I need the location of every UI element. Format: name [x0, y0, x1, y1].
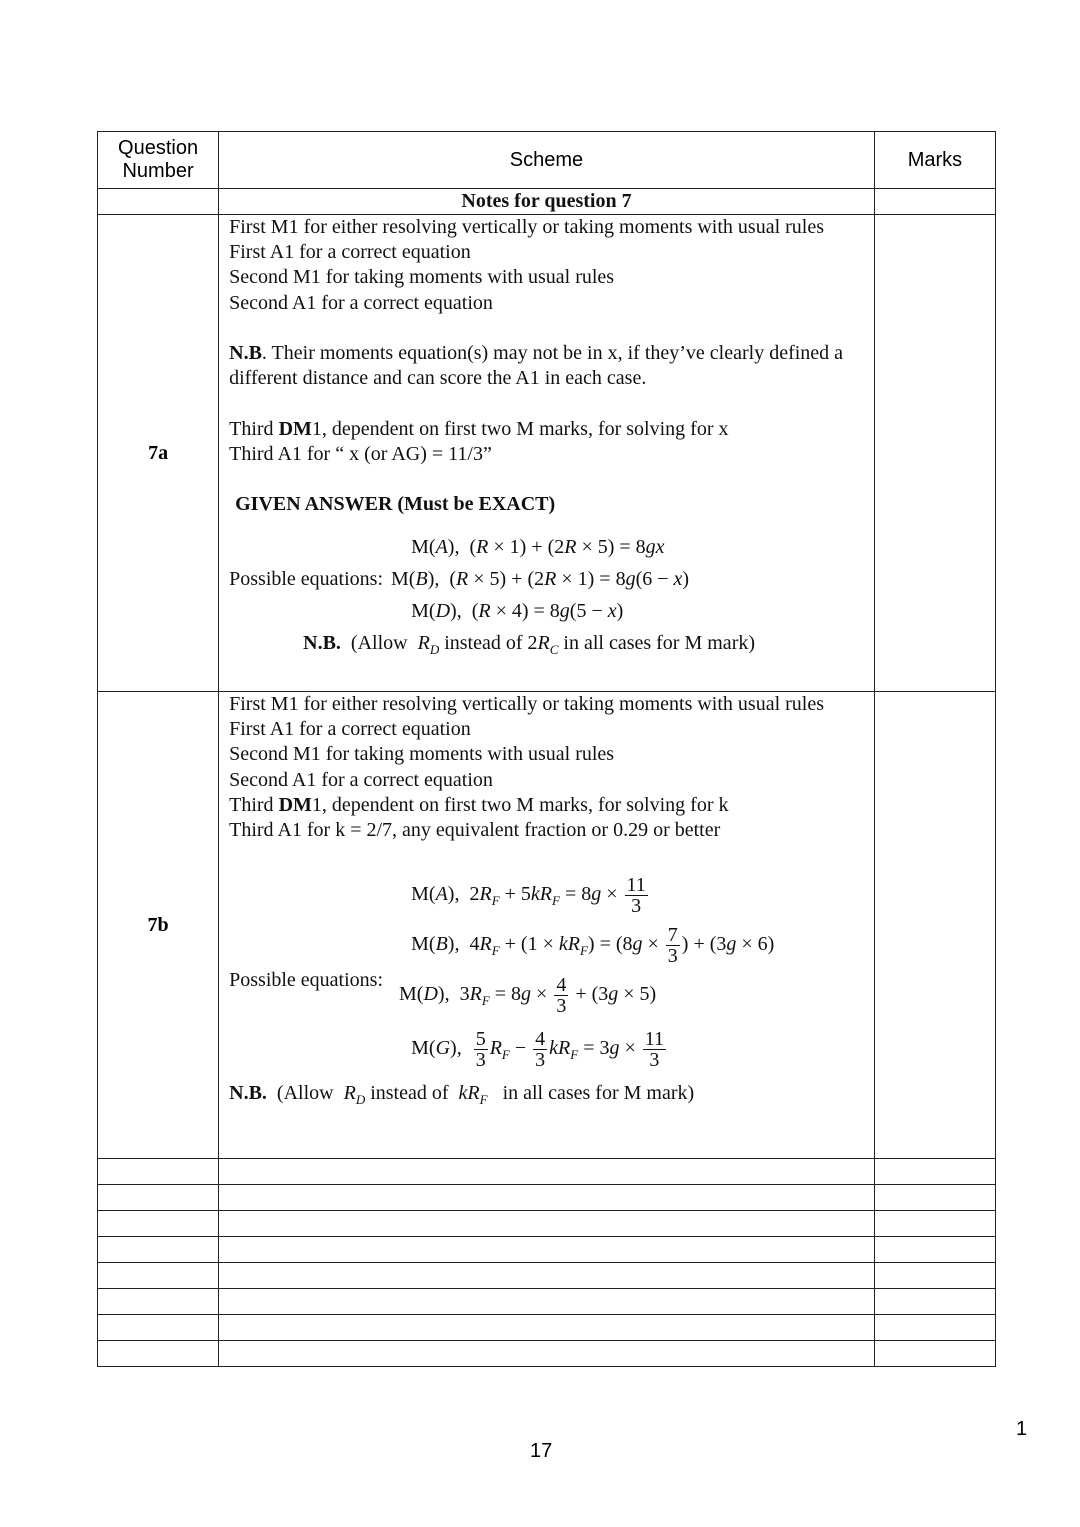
question-7a-row	[98, 215, 996, 692]
nb-note	[229, 341, 874, 391]
corner-number: 1	[1016, 1418, 1028, 1440]
possible-equations-7a	[229, 531, 874, 659]
possible-equations-label: Possible equations:	[229, 969, 384, 992]
note-line: Second A1 for a correct equation	[229, 768, 493, 791]
empty-row	[98, 1185, 996, 1211]
empty-row	[98, 1315, 996, 1341]
empty-row	[98, 1289, 996, 1315]
header-row	[98, 132, 996, 189]
empty-row	[98, 1159, 996, 1185]
scheme-7a	[219, 215, 875, 692]
question-7b-row	[98, 692, 996, 1159]
given-answer: GIVEN ANSWER (Must be EXACT)	[235, 493, 556, 516]
note-line: Second M1 for taking moments with usual rules	[229, 266, 615, 289]
page-number: 17	[530, 1440, 553, 1462]
note-line: First A1 for a correct equation	[229, 241, 471, 264]
note-line: First M1 for either resolving vertically or taking moments with usual rules	[229, 216, 825, 238]
equation: Possible equations: M(B), (R × 5) + (2R × 1) = 8g(6 − x)	[229, 568, 690, 591]
third-a1-line: Third A1 for “ x (or AG) = 11/3”	[229, 442, 492, 465]
equation: M(A), (R × 1) + (2R × 5) = 8gx	[411, 536, 665, 559]
empty-row	[98, 1237, 996, 1263]
equation: Possible equations:M(D), $3R_F = 8g$ × $\frac{4}{3}$ + (3g × 5)	[229, 969, 657, 1018]
note-line: First A1 for a correct equation	[229, 718, 471, 741]
notes-title-row	[98, 189, 996, 215]
third-dm-line: Third DM1, dependent on first two M marks, for solving for k	[229, 793, 729, 816]
note-line: First M1 for either resolving vertically or taking moments with usual rules	[229, 693, 825, 715]
scheme-header: Scheme	[219, 132, 875, 189]
empty-row	[98, 1211, 996, 1237]
marks-header: Marks	[874, 132, 995, 189]
third-a1-line: Third A1 for k = 2/7, any equivalent fraction or 0.29 or better	[229, 819, 721, 842]
notes-title: Notes for question 7	[219, 189, 875, 215]
empty-row	[98, 1263, 996, 1289]
question-label-7a: 7a	[98, 215, 219, 692]
nb-text: . Their moments equation(s) may not be in x, if they’ve clearly defined a different distance and can score the A1 in each case.	[229, 342, 844, 390]
nb-final-7a: N.B. (Allow $R_D$ instead of $2R_C$ in all cases for M mark)	[303, 632, 756, 658]
scheme-7b	[219, 692, 875, 1159]
possible-equations-7b	[229, 869, 874, 1109]
equation: M(D), (R × 4) = 8g(5 − x)	[411, 600, 624, 623]
equation: M(A), $2R_F + 5kR_F = 8g$ × $\frac{11}{3}$	[411, 874, 646, 918]
note-line: Second M1 for taking moments with usual rules	[229, 743, 615, 766]
question-label-7b: 7b	[98, 692, 219, 1159]
question-number-header: Question Number	[98, 132, 219, 189]
nb-label: N.B	[229, 342, 262, 364]
nb-final-7b: N.B. (Allow $R_D$ instead of $kR_F$ in all cases for M mark)	[229, 1082, 695, 1108]
mark-scheme-table	[97, 131, 996, 1367]
third-dm-line: Third DM1, dependent on first two M marks, for solving for x	[229, 417, 729, 440]
equation: M(G), $\frac{5}{3}$ $R_F$ − $\frac{4}{3}$ $kR_F = 3g$ × $\frac{11}{3}$	[411, 1028, 665, 1072]
possible-equations-label: Possible equations:	[229, 568, 384, 591]
equation: M(B), $4R_F + (1 \times kR_F) = (8g$ × $\frac{7}{3}$ ) + (3g × 6)	[411, 924, 775, 968]
empty-row	[98, 1341, 996, 1367]
note-line: Second A1 for a correct equation	[229, 291, 493, 314]
